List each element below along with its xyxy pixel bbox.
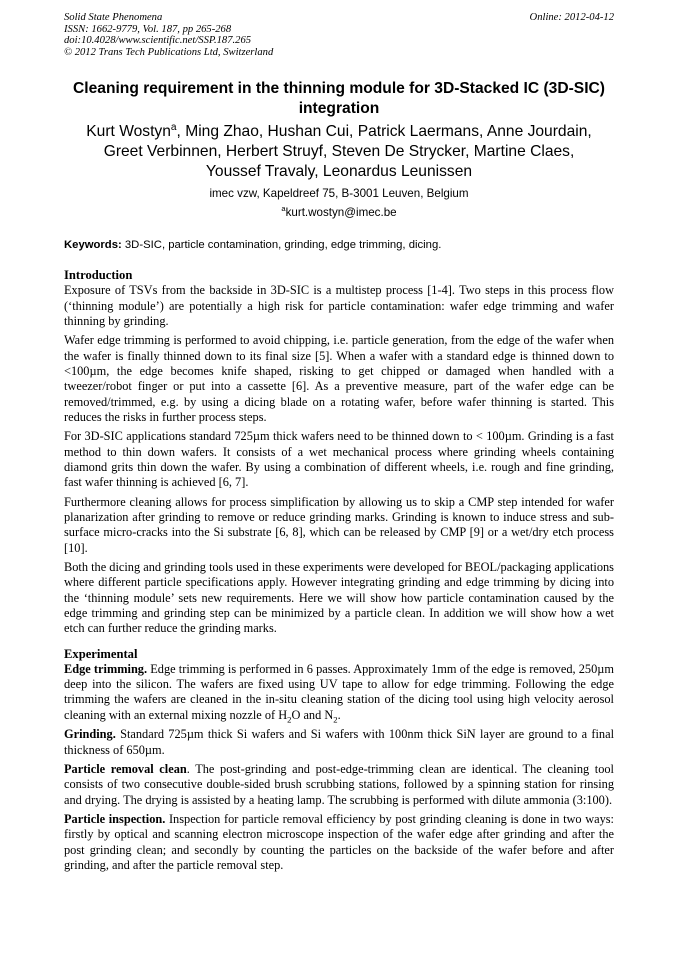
edge-trimming-paragraph xyxy=(64,662,614,723)
journal-header xyxy=(64,12,614,58)
affiliation-email-line xyxy=(54,203,624,222)
subscript: 2 xyxy=(333,714,338,725)
intro-paragraph: Wafer edge trimming is performed to avoid chipping, i.e. particle generation, from the edge of the wafer when the wafer is finally thinned down to its final size [5]. When a wafer with a standard edge is thinned down to <100µm, the edge becomes knife shaped, risking to get chipped or damaged when handled with a tweezer/robot finger or put into a cassette [6]. As a preventive measure, part of the wafer edge can be removed/trimmed, e.g. by using a dicing blade on a rotating wafer, before wafer thinning is started. This reduces the risks in further process steps. xyxy=(64,333,614,424)
particle-removal-label: Particle removal clean xyxy=(64,762,187,777)
affiliation-address: imec vzw, Kapeldreef 75, B-3001 Leuven, Belgium xyxy=(209,187,469,200)
grinding-paragraph xyxy=(64,727,614,758)
grinding-label: Grinding. xyxy=(64,727,116,742)
particle-inspection-label: Particle inspection. xyxy=(64,812,166,827)
section-heading-introduction: Introduction xyxy=(64,268,133,282)
author-superscript: a xyxy=(170,121,177,133)
keywords-label: Keywords: xyxy=(64,239,122,251)
issn-line: ISSN: 1662-9779, Vol. 187, pp 265-268 xyxy=(64,23,232,35)
journal-name: Solid State Phenomena xyxy=(64,12,163,23)
grinding-text: Standard 725µm thick Si wafers and Si wafers with 100nm thick SiN layer are ground to a final thickness of 650µm. xyxy=(64,727,614,757)
corresponding-author: Kurt Wostyn xyxy=(86,123,171,140)
affiliation xyxy=(54,184,624,222)
copyright-line: © 2012 Trans Tech Publications Ltd, Switzerland xyxy=(64,46,274,58)
section-heading-experimental: Experimental xyxy=(64,646,138,661)
subscript: 2 xyxy=(287,714,292,725)
author-list xyxy=(54,122,624,182)
author-email[interactable]: kurt.wostyn@imec.be xyxy=(285,206,397,219)
particle-inspection-paragraph xyxy=(64,812,614,873)
particle-removal-text: . The post-grinding and post-edge-trimming clean are identical. The cleaning tool consists of two consecutive double-sided brush scrubbing stations, followed by a spinning station for rinsing and drying. The drying is assisted by a heating lamp. The scrubbing is performed with dilute ammonia (3:100). xyxy=(64,762,614,807)
paper-title: Cleaning requirement in the thinning module for 3D-Stacked IC (3D-SIC) integration xyxy=(73,80,605,117)
particle-removal-paragraph xyxy=(64,762,614,808)
edge-trimming-text-mid: O and N xyxy=(291,707,334,722)
email-superscript: a xyxy=(281,204,286,214)
authors-line-1-rest: , Ming Zhao, Hushan Cui, Patrick Laermans, Anne Jourdain, xyxy=(176,123,592,140)
authors-line-3: Youssef Travaly, Leonardus Leunissen xyxy=(205,163,473,180)
intro-paragraph: For 3D-SIC applications standard 725µm thick wafers need to be thinned down to < 100µm. Grinding is a fast method to thin down wafers. It consists of a wet mechanical process where grinding wheels containing diamond grits thin down the wafer. By using a combination of different wheels, i.e. rough and fine grinding, fast wafer thinning is achieved [6, 7]. xyxy=(64,429,614,490)
authors-line-2: Greet Verbinnen, Herbert Struyf, Steven De Strycker, Martine Claes, xyxy=(103,143,575,160)
intro-paragraph: Both the dicing and grinding tools used in these experiments were developed for BEOL/packaging applications where different particle specifications apply. However integrating grinding and edge trimming by dicing into the ‘thinning module’ sets new requirements. Here we will show how particle contamination caused by the edge trimming and grinding step can be minimized by a particle clean. In addition we will show how a wet etch can further reduce the grinding marks. xyxy=(64,560,614,636)
intro-paragraph: Furthermore cleaning allows for process simplification by allowing us to skip a CMP step intended for wafer planarization after grinding to remove or reduce grinding marks. Grinding is known to induce stress and sub-surface micro-cracks into the Si substrate [6, 8], which can be released by CMP [9] or a wet/dry etch process [10]. xyxy=(64,494,614,555)
edge-trimming-text: Edge trimming is performed in 6 passes. Approximately 1mm of the edge is removed, 250µm deep into the silicon. The wafers are fixed using UV tape to allow for edge trimming. Following the edge trimming the wafers are cleaned in the in-situ cleaning station of the dicing tool using high velocity aerosol cleaning with an external mixing nozzle of H xyxy=(64,661,614,722)
doi-line: doi:10.4028/www.scientific.net/SSP.187.265 xyxy=(64,35,252,47)
intro-paragraph: Exposure of TSVs from the backside in 3D-SIC is a multistep process [1-4]. Two steps in this process flow (‘thinning module’) are potentially a high risk for particle contamination: wafer edge trimming and wafer thinning by grinding. xyxy=(64,283,614,328)
keywords xyxy=(64,238,614,252)
particle-inspection-text: Inspection for particle removal efficiency by post grinding cleaning is done in two ways: firstly by optical and scanning electron microscope inspection of the wafer edge after grinding and after the post grinding clean; and secondly by counting the particles on the backside of the wafer before and after grinding, and after the particle removal step. xyxy=(64,812,614,872)
keywords-text: 3D-SIC, particle contamination, grinding, edge trimming, dicing. xyxy=(121,239,442,251)
edge-trimming-label: Edge trimming. xyxy=(64,661,148,676)
edge-trimming-text-end: . xyxy=(337,707,341,722)
paper-body xyxy=(64,268,614,877)
online-date: Online: 2012-04-12 xyxy=(529,12,614,23)
authors-line-1 xyxy=(54,122,624,142)
